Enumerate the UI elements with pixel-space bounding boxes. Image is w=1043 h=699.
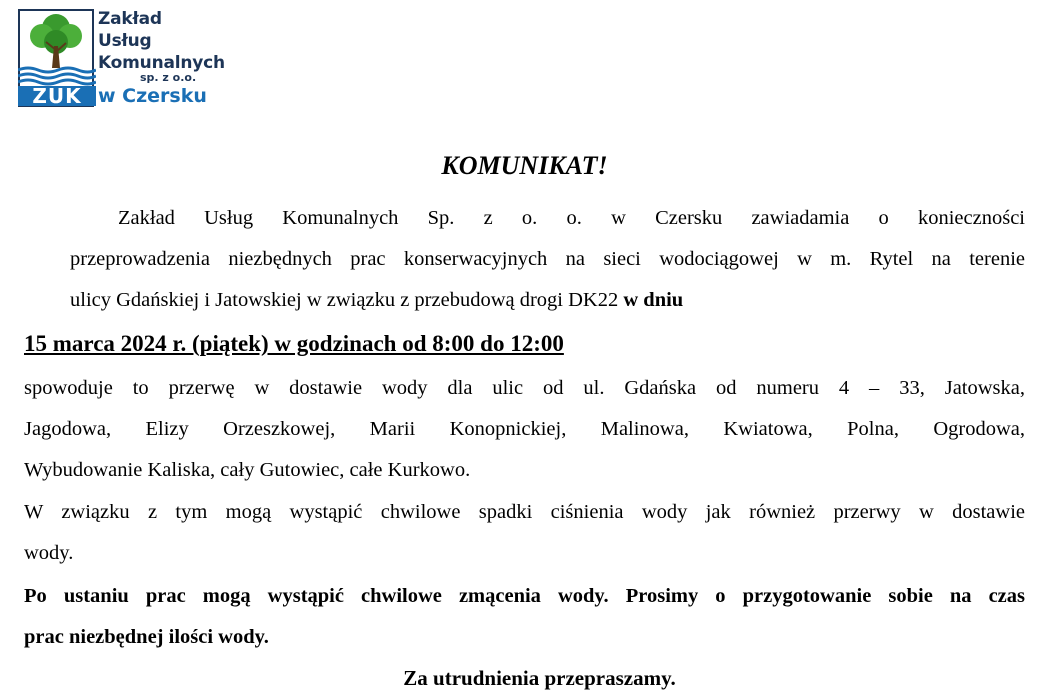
paragraph-intro-line-3 xyxy=(70,280,1025,321)
logo-line-4: sp. z o.o. xyxy=(140,71,197,84)
paragraph-turbidity xyxy=(24,576,1025,658)
paragraph-streets-line-1: spowoduje to przerwę w dostawie wody dla ulic od ul. Gdańska od numeru 4 – 33, Jatowska, xyxy=(24,377,1025,399)
paragraph-streets xyxy=(24,368,1025,491)
paragraph-pressure-line-2: wody. xyxy=(24,542,74,564)
paragraph-pressure xyxy=(24,492,1025,574)
paragraph-intro xyxy=(70,198,1025,321)
logo-line-5: w Czersku xyxy=(98,85,207,107)
logo-mark-text: ZUK xyxy=(32,84,82,108)
company-logo xyxy=(18,6,248,110)
date-line: 15 marca 2024 r. (piątek) w godzinach od 8:00 do 12:00 xyxy=(24,331,564,356)
logo-line-3: Komunalnych xyxy=(98,53,225,73)
paragraph-turbidity-line-2: prac niezbędnej ilości wody. xyxy=(24,626,269,648)
paragraph-pressure-line-1: W związku z tym mogą wystąpić chwilowe spadki ciśnienia wody jak również przerwy w dostawie xyxy=(24,501,1025,523)
logo-line-2: Usług xyxy=(98,31,152,51)
logo-line-1: Zakład xyxy=(98,9,162,29)
paragraph-streets-line-2: Jagodowa, Elizy Orzeszkowej, Marii Konopnickiej, Malinowa, Kwiatowa, Polna, Ogrodowa, xyxy=(24,418,1025,440)
paragraph-intro-line-3-text: ulicy Gdańskiej i Jatowskiej w związku z przebudową drogi DK22 xyxy=(70,289,624,311)
paragraph-intro-line-1: Zakład Usług Komunalnych Sp. z o. o. w Czersku zawiadamia o konieczności xyxy=(118,207,1025,229)
closing-apology: Za utrudnienia przepraszamy. xyxy=(403,666,676,690)
paragraph-turbidity-line-1: Po ustaniu prac mogą wystąpić chwilowe zmącenia wody. Prosimy o przygotowanie sobie na czas xyxy=(24,585,1025,607)
paragraph-intro-line-3-bold: w dniu xyxy=(623,289,684,311)
logo-text xyxy=(98,8,225,107)
page-title: KOMUNIKAT! xyxy=(441,151,608,180)
paragraph-streets-line-3: Wybudowanie Kaliska, cały Gutowiec, całe Kurkowo. xyxy=(24,459,471,481)
paragraph-intro-line-2: przeprowadzenia niezbędnych prac konserwacyjnych na sieci wodociągowej w m. Rytel na terenie xyxy=(70,248,1025,270)
